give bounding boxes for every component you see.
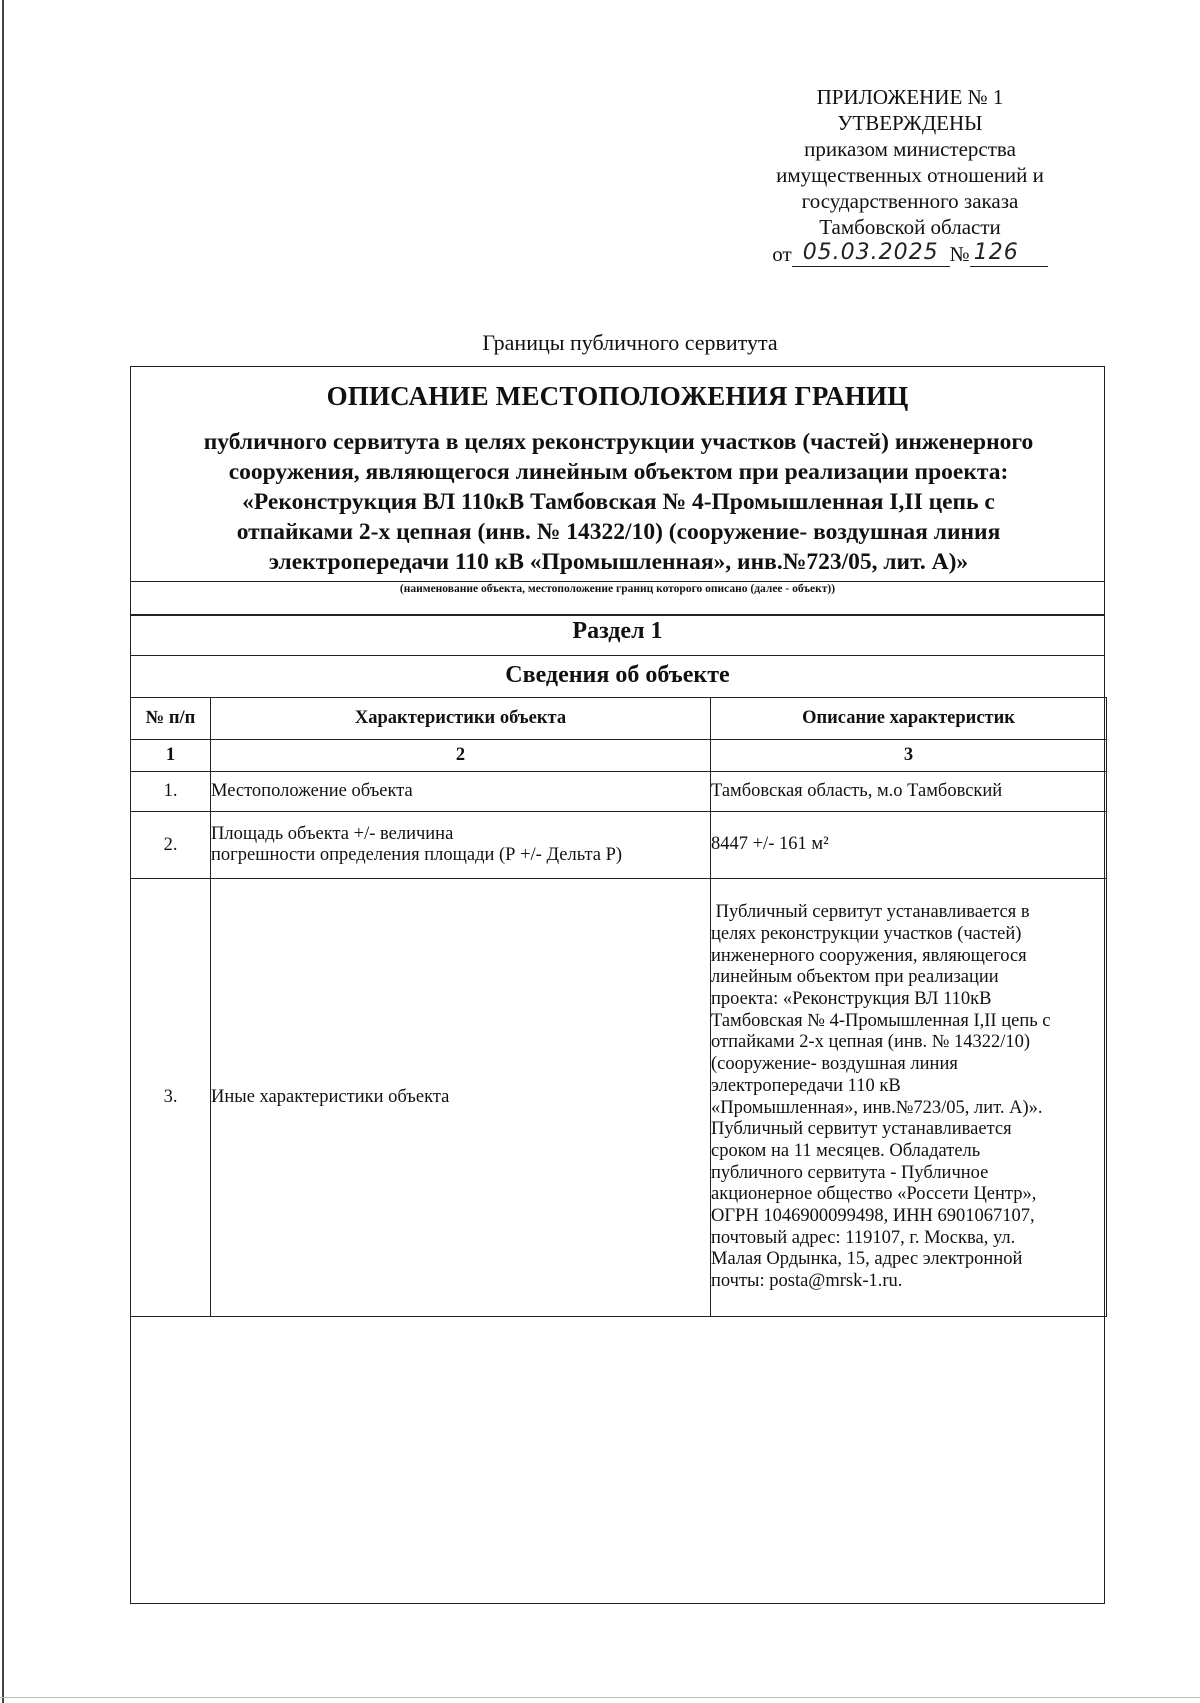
order-date-number-line — [772, 240, 1047, 267]
approval-line-4: имущественных отношений и — [776, 163, 1044, 187]
row-characteristic: Местоположение объекта — [211, 772, 711, 812]
approved-label: УТВЕРЖДЕНЫ — [837, 111, 983, 135]
column-number: 2 — [211, 740, 711, 772]
subtitle-line: электропередачи 110 кВ «Промышленная», инв.№723/05, лит. А)» — [268, 549, 969, 575]
subtitle-line: отпайками 2-х цепная (инв. № 14322/10) (сооружение- воздушная линия — [236, 519, 1001, 545]
object-name-note: (наименование объекта, местоположение границ которого описано (далее - объект)) — [399, 583, 836, 595]
appendix-number: ПРИЛОЖЕНИЕ № 1 — [816, 85, 1004, 109]
scan-border-left — [2, 0, 4, 1703]
approval-line-6: Тамбовской области — [819, 215, 1001, 239]
description-line: акционерное общество «Россети Центр», — [711, 1184, 1037, 1205]
description-line: Тамбовская № 4-Промышленная I,II цепь с — [711, 1010, 1051, 1031]
section-subtitle: Сведения об объекте — [505, 662, 730, 688]
document-subtitle — [141, 427, 1096, 577]
column-number: 1 — [131, 740, 211, 772]
scan-border-bottom — [0, 1697, 1200, 1698]
table-header-row — [131, 698, 1107, 740]
divider — [131, 581, 1104, 582]
description-line: целях реконструкции участков (частей) — [711, 923, 1022, 944]
column-number: 3 — [711, 740, 1107, 772]
column-header-characteristic: Характеристики объекта — [211, 698, 711, 740]
column-header-number: № п/п — [131, 698, 211, 740]
description-line: Публичный сервитут устанавливается — [711, 1119, 1012, 1140]
document-title: ОПИСАНИЕ МЕСТОПОЛОЖЕНИЯ ГРАНИЦ — [326, 381, 909, 411]
handwritten-order-number: 126 — [970, 240, 1048, 267]
divider — [131, 615, 1104, 616]
description-line: сроком на 11 месяцев. Обладатель — [711, 1140, 981, 1161]
table-row — [131, 879, 1107, 1317]
row-number: 3. — [131, 879, 211, 1317]
divider — [131, 655, 1104, 656]
row-description — [711, 879, 1107, 1317]
description-line: электропередачи 110 кВ — [711, 1075, 901, 1096]
subtitle-line: сооружения, являющегося линейным объектом при реализации проекта: — [228, 459, 1009, 485]
document-caption: Границы публичного сервитута — [482, 330, 778, 355]
description-line: проекта: «Реконструкция ВЛ 110кВ — [711, 988, 992, 1009]
table-row — [131, 812, 1107, 879]
table-row — [131, 772, 1107, 812]
row-description: Тамбовская область, м.о Тамбовский — [711, 772, 1107, 812]
date-prefix: от — [772, 242, 792, 266]
column-header-description: Описание характеристик — [711, 698, 1107, 740]
approval-line-5: государственного заказа — [801, 189, 1019, 213]
description-line: публичного сервитута - Публичное — [711, 1162, 989, 1183]
approval-stamp-block — [740, 84, 1080, 267]
row-number: 1. — [131, 772, 211, 812]
description-line: ОГРН 1046900099498, ИНН 6901067107, — [711, 1206, 1035, 1227]
characteristic-line: Площадь объекта +/- величина — [211, 824, 454, 844]
subtitle-line: публичного сервитута в целях реконструкции участков (частей) инженерного — [203, 429, 1034, 455]
number-prefix: № — [949, 242, 970, 266]
description-line: Публичный сервитут устанавливается в — [711, 902, 1030, 923]
description-line: Малая Ордынка, 15, адрес электронной — [711, 1249, 1023, 1270]
description-frame — [130, 366, 1105, 1604]
column-number-row — [131, 740, 1107, 772]
row-characteristic: Иные характеристики объекта — [211, 879, 711, 1317]
subtitle-line: «Реконструкция ВЛ 110кВ Тамбовская № 4-Промышленная I,II цепь с — [242, 489, 995, 515]
approval-line-3: приказом министерства — [804, 137, 1016, 161]
object-info-table — [130, 697, 1107, 1317]
description-line: (сооружение- воздушная линия — [711, 1054, 958, 1075]
row-number: 2. — [131, 812, 211, 879]
section-title: Раздел 1 — [572, 618, 663, 644]
handwritten-date: 05.03.2025 — [792, 240, 950, 267]
description-line: линейным объектом при реализации — [711, 967, 999, 988]
row-characteristic — [211, 812, 711, 879]
description-line: почты: posta@mrsk-1.ru. — [711, 1271, 903, 1292]
description-line: отпайками 2-х цепная (инв. № 14322/10) — [711, 1032, 1031, 1053]
row-description: 8447 +/- 161 м² — [711, 812, 1107, 879]
description-line: почтовый адрес: 119107, г. Москва, ул. — [711, 1227, 1016, 1248]
characteristic-line: погрешности определения площади (Р +/- Дельта Р) — [211, 845, 623, 865]
description-line: «Промышленная», инв.№723/05, лит. А)». — [711, 1097, 1043, 1118]
description-line: инженерного сооружения, являющегося — [711, 945, 1027, 966]
